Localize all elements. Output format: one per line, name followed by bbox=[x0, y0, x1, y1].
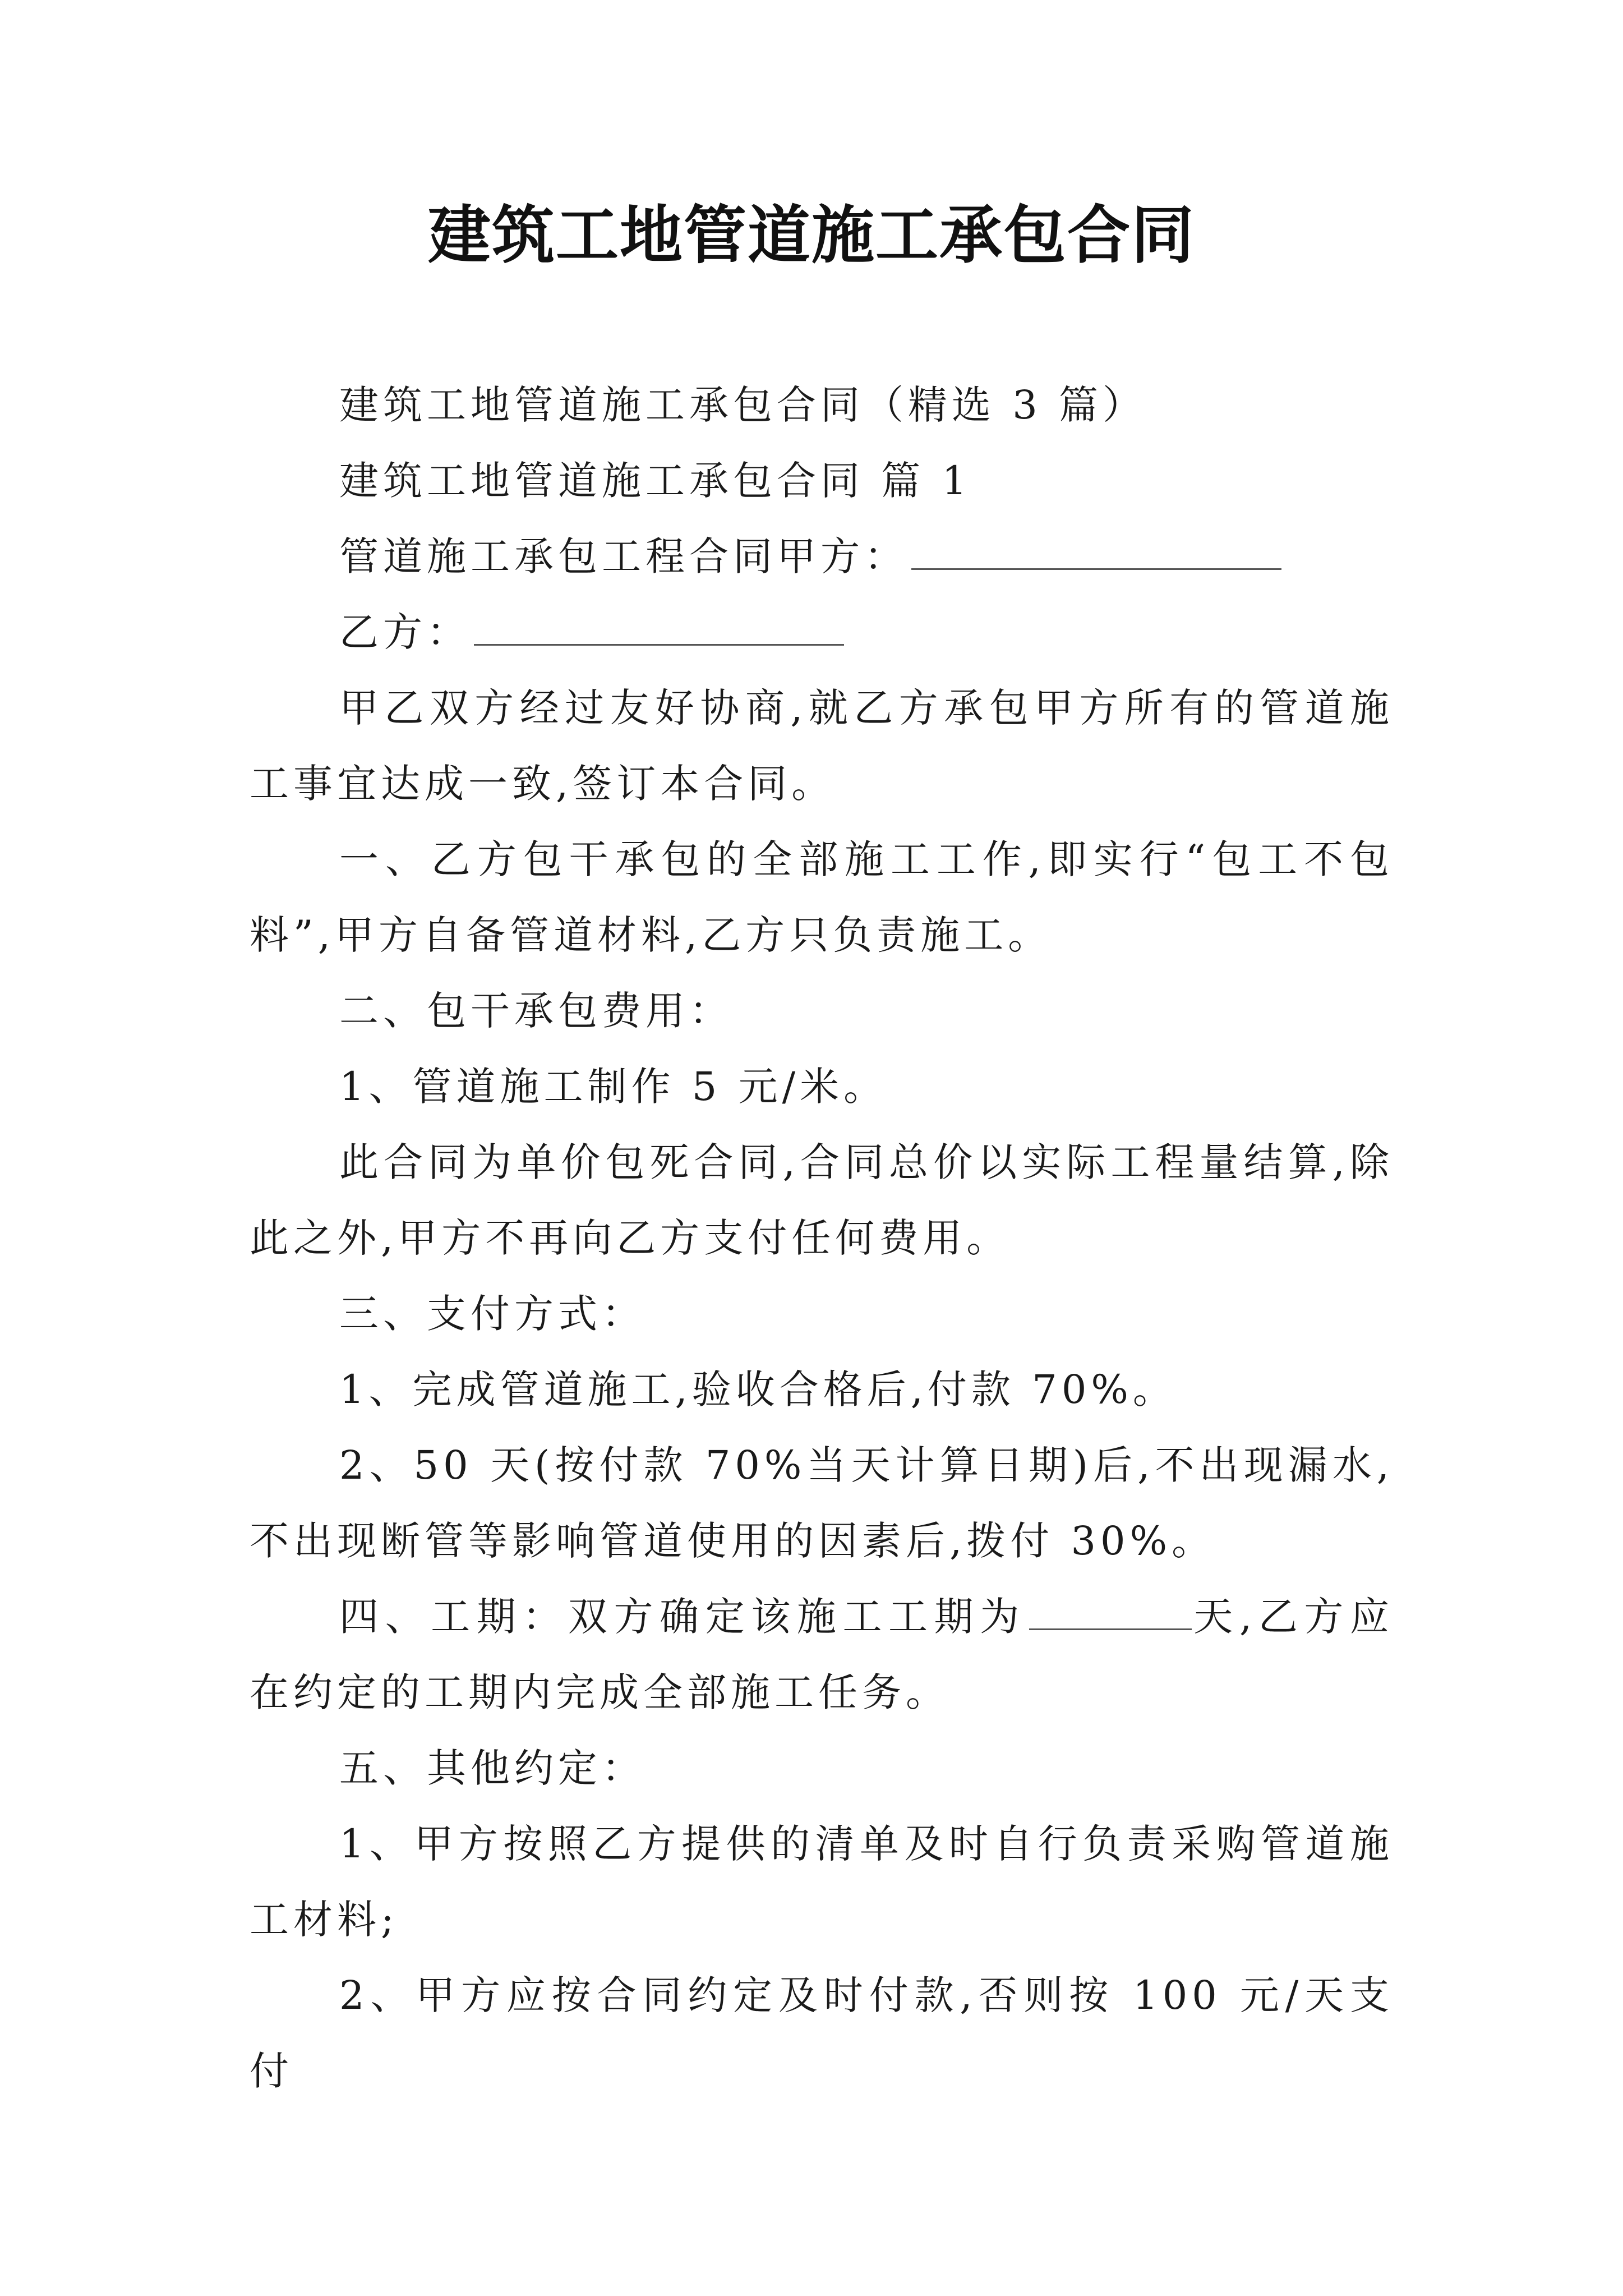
paragraph-clause-1: 一、乙方包干承包的全部施工工作,即实行“包工不包料”,甲方自备管道材料,乙方只负责施工。 bbox=[250, 836, 1394, 958]
paragraph-section-heading: 建筑工地管道施工承包合同 篇 1 bbox=[339, 458, 972, 504]
party-a-label: 管道施工承包工程合同甲方： bbox=[339, 533, 908, 579]
paragraph-party-b bbox=[250, 595, 1394, 670]
party-b-blank-line bbox=[474, 605, 844, 646]
paragraph-party-a bbox=[250, 519, 1394, 595]
paragraph-clause-2-item-1: 1、管道施工制作 5 元/米。 bbox=[339, 1064, 888, 1110]
paragraph-clause-3-item-2: 2、50 天(按付款 70%当天计算日期)后,不出现漏水,不出现断管等影响管道使用的因素后,拨付 30%。 bbox=[250, 1442, 1394, 1564]
paragraph-clause-4 bbox=[250, 1579, 1394, 1731]
paragraph-clause-3-item-1: 1、完成管道施工,验收合格后,付款 70%。 bbox=[339, 1366, 1177, 1412]
clause-4-text-start: 四、工期：双方确定该施工工期为 bbox=[339, 1594, 1026, 1640]
document-body bbox=[250, 367, 1394, 2109]
paragraph-clause-2-heading: 二、包干承包费用： bbox=[339, 988, 733, 1034]
document-title: 建筑工地管道施工承包合同 bbox=[428, 199, 1195, 272]
paragraph-subtitle: 建筑工地管道施工承包合同（精选 3 篇） bbox=[339, 382, 1147, 428]
paragraph-clause-5-item-2: 2、甲方应按合同约定及时付款,否则按 100 元/天支付 bbox=[250, 1972, 1394, 2094]
party-b-label: 乙方： bbox=[339, 609, 471, 655]
paragraph-clause-5-item-1: 1、甲方按照乙方提供的清单及时自行负责采购管道施工材料; bbox=[250, 1821, 1394, 1943]
paragraph-preamble: 甲乙双方经过友好协商,就乙方承包甲方所有的管道施工事宜达成一致,签订本合同。 bbox=[250, 685, 1394, 807]
duration-blank-line bbox=[1029, 1589, 1192, 1630]
paragraph-clause-3-heading: 三、支付方式： bbox=[339, 1291, 645, 1337]
paragraph-clause-2-note: 此合同为单价包死合同,合同总价以实际工程量结算,除此之外,甲方不再向乙方支付任何费用。 bbox=[250, 1139, 1394, 1261]
clause-4-text-end: 天,乙方应在约定的工期内完成全部施工任务。 bbox=[250, 1594, 1394, 1715]
paragraph-clause-5-heading: 五、其他约定： bbox=[339, 1745, 645, 1791]
party-a-blank-line bbox=[911, 529, 1281, 570]
